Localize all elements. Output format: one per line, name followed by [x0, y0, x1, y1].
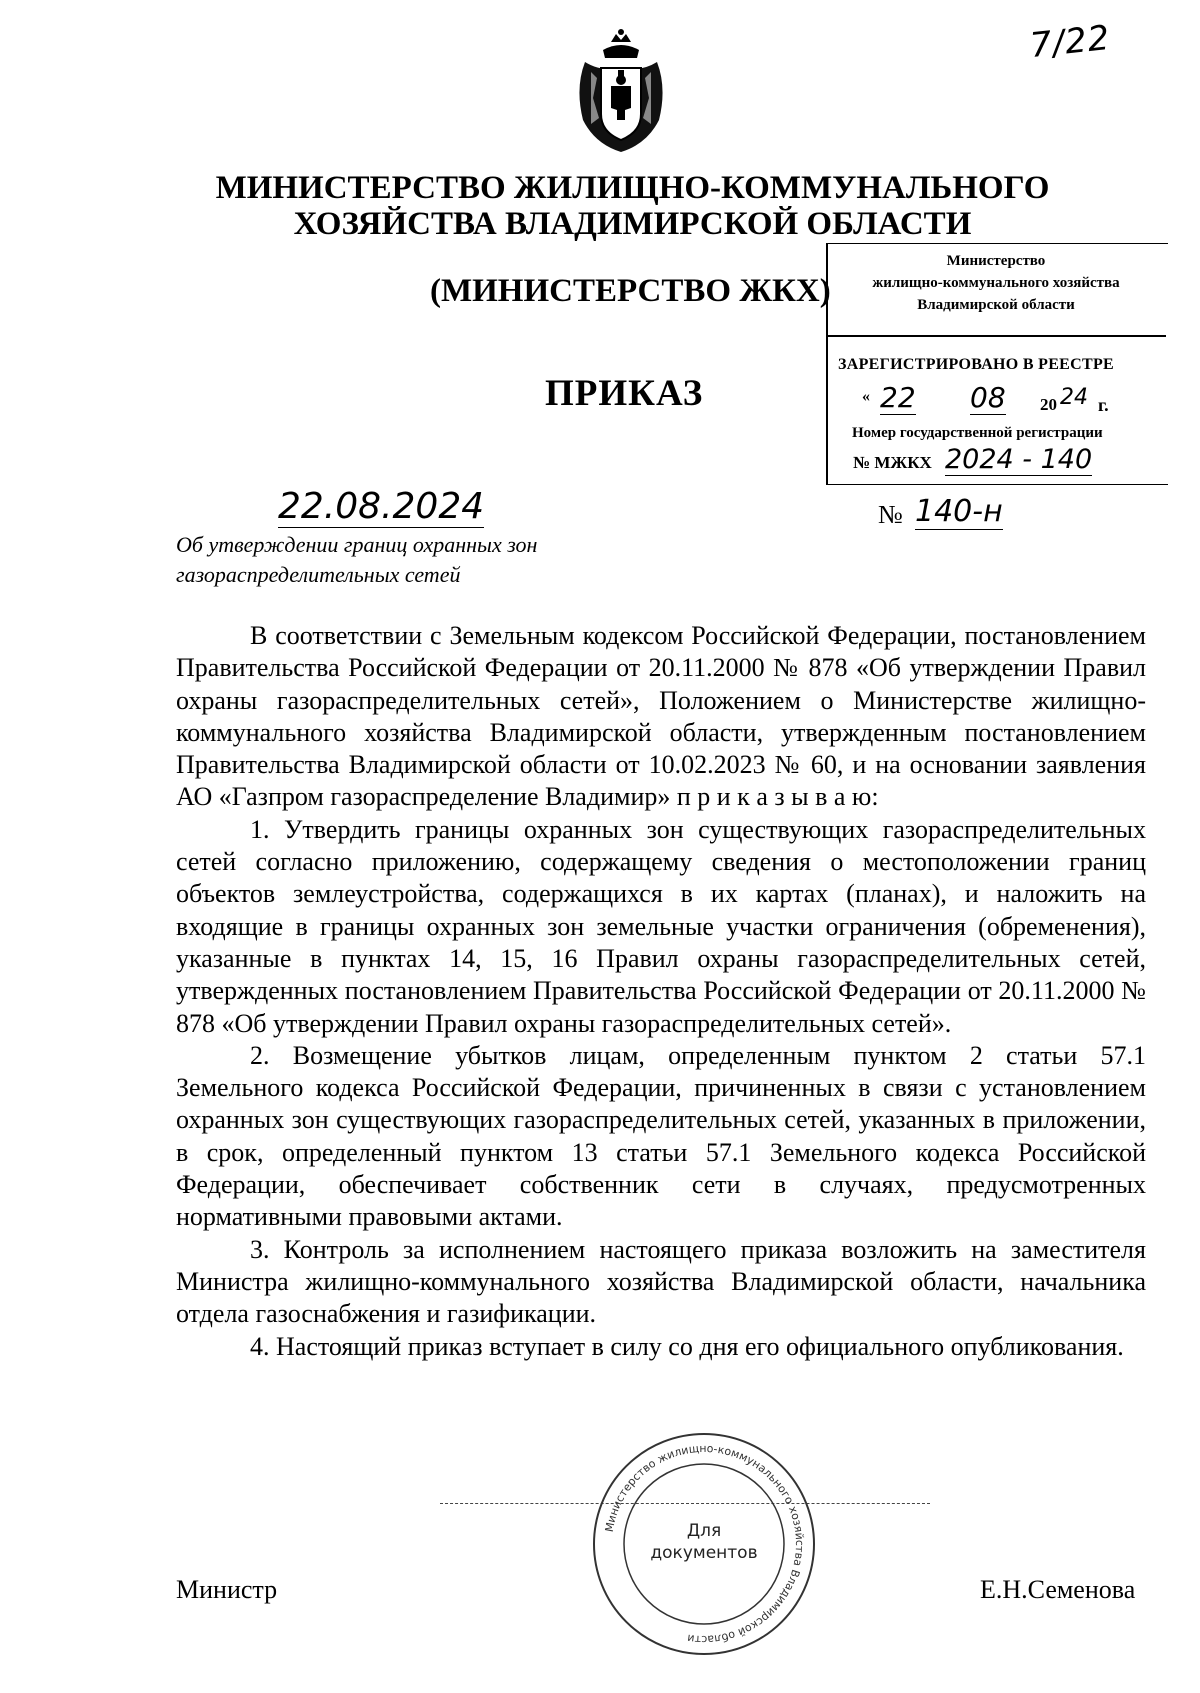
- ministry-name-line2: ХОЗЯЙСТВА ВЛАДИМИРСКОЙ ОБЛАСТИ: [293, 206, 972, 242]
- body-intro-paragraph: В соответствии с Земельным кодексом Российской Федерации, постановлением Правительства Российской Федерации от 20.11.2000 № 878 «Об утверждении Правил охраны газораспределительных сетей», Положением о Министерстве жилищно-коммунального хозяйства Владимирской области, утвержденным постановлением Правительства Владимирской области от 10.02.2023 № 60, и на основании заявления АО «Газпром газораспределение Владимир» п р и к а з ы в а ю:: [176, 621, 1146, 812]
- document-subject: [176, 530, 537, 590]
- registration-stamp-number-prefix: № МЖКХ: [853, 453, 932, 472]
- document-body: [176, 620, 1146, 1363]
- registration-stamp-number-value: 2024 - 140: [945, 444, 1093, 475]
- document-number: 140-н: [915, 494, 1003, 529]
- registration-stamp-year-prefix: 20: [1040, 395, 1057, 414]
- signer-position: Министр: [176, 1575, 278, 1604]
- body-item-4: 4. Настоящий приказ вступает в силу со дня его официального опубликования.: [250, 1331, 1124, 1361]
- seal-center-line2: документов: [650, 1543, 758, 1563]
- document-date: 22.08.2024: [278, 486, 485, 527]
- registration-stamp-date-quote: «: [862, 388, 870, 405]
- registration-stamp-org-line2: жилищно-коммунального хозяйства: [872, 275, 1120, 291]
- body-item-1: 1. Утвердить границы охранных зон существующих газораспределительных сетей согласно приложению, содержащему сведения о местоположении границ объектов землеустройства, содержащихся в их картах (планах), и наложить на входящие в границы охранных зон земельные участки ограничения (обременения), указанные в пунктах 14, 15, 16 Правил охраны газораспределительных сетей, утвержденных постановлением Правительства Российской Федерации от 20.11.2000 № 878 «Об утверждении Правил охраны газораспределительных сетей».: [176, 814, 1146, 1038]
- registration-stamp-org-line3: Владимирской области: [917, 297, 1075, 313]
- registration-stamp-number-label: Номер государственной регистрации: [852, 425, 1103, 441]
- ministry-short-name: (МИНИСТЕРСТВО ЖКХ): [430, 273, 831, 309]
- official-round-seal: [590, 1430, 818, 1658]
- registration-stamp-divider: [826, 335, 1166, 337]
- signer-name: Е.Н.Семенова: [980, 1575, 1136, 1604]
- registration-stamp-year: 24: [1060, 385, 1088, 410]
- body-item-3: 3. Контроль за исполнением настоящего приказа возложить на заместителя Министра жилищно-коммунального хозяйства Владимирской области, начальника отдела газоснабжения и газификации.: [176, 1234, 1146, 1329]
- coat-of-arms-emblem: [571, 28, 671, 156]
- registration-stamp-day: 22: [880, 381, 916, 414]
- document-subject-line1: Об утверждении границ охранных зон: [176, 532, 538, 557]
- corner-handwritten-note: 7/22: [1028, 17, 1113, 67]
- document-subject-line2: газораспределительных сетей: [176, 562, 461, 587]
- registration-stamp-month: 08: [970, 381, 1006, 414]
- registration-stamp-year-suffix: г.: [1098, 395, 1109, 415]
- seal-center-line1: Для: [686, 1521, 722, 1541]
- seal-ring-text: Министерство жилищно-коммунального хозяйства Владимирской области: [602, 1441, 807, 1647]
- ministry-name-line1: МИНИСТЕРСТВО ЖИЛИЩНО-КОММУНАЛЬНОГО: [215, 170, 1050, 206]
- registration-stamp-org: [826, 250, 1166, 316]
- registration-stamp-label: ЗАРЕГИСТРИРОВАНО В РЕЕСТРЕ: [838, 356, 1115, 373]
- body-item-2: 2. Возмещение убытков лицам, определенным пунктом 2 статьи 57.1 Земельного кодекса Российской Федерации, причиненных в связи с установлением охранных зон существующих газораспределительных сетей, указанных в приложении, в срок, определенный пунктом 13 статьи 57.1 Земельного кодекса Российской Федерации, обеспечивает собственник сети в случаях, предусмотренных нормативными правовыми актами.: [176, 1040, 1146, 1232]
- registration-stamp-org-line1: Министерство: [946, 253, 1046, 269]
- document-title: ПРИКАЗ: [545, 373, 704, 414]
- document-number-prefix: №: [878, 500, 903, 529]
